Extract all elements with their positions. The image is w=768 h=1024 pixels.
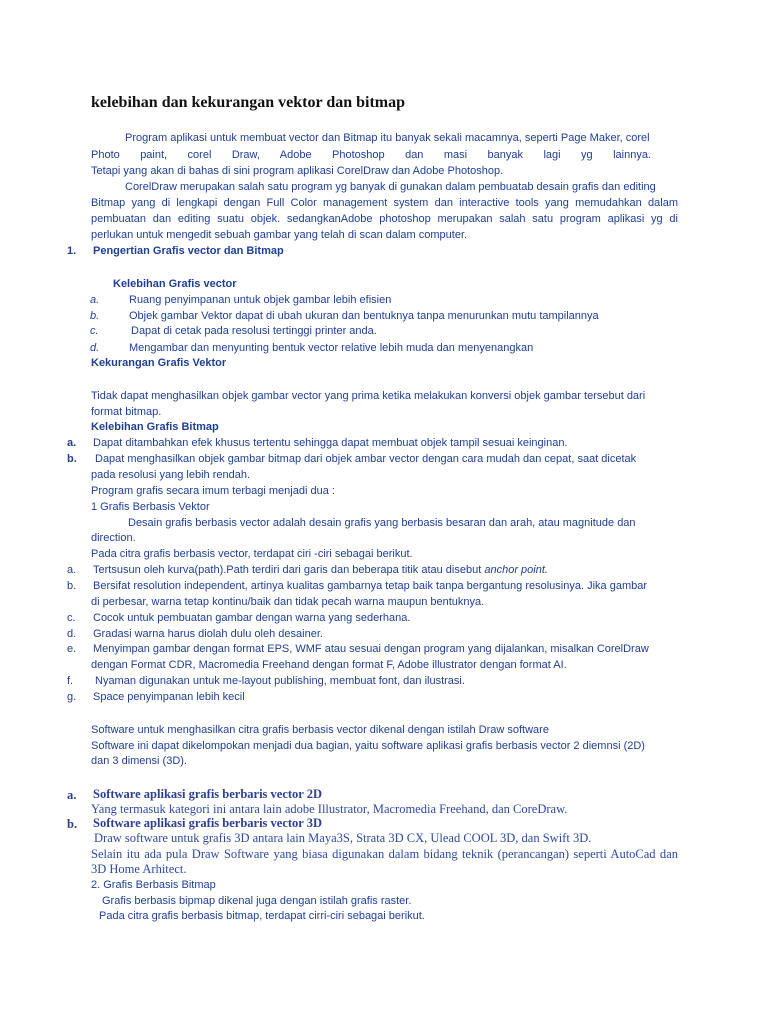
intro-p1-line2: Photo paint, corel Draw, Adobe Photoshop dan masi banyak lagi yg lainnya.: [91, 149, 651, 161]
vector-feature-item-cont: dengan Format CDR, Macromedia Freehand dengan format F, Adobe illustrator dengan format AI.: [91, 659, 567, 671]
vector-adv-item: Dapat di cetak pada resolusi tertinggi printer anda.: [131, 325, 377, 337]
vector-feature-item: Gradasi warna harus diolah dulu oleh desainer.: [93, 628, 323, 640]
software-3d-marker: b.: [67, 817, 78, 831]
software-line1: Software untuk menghasilkan citra grafis berbasis vector dikenal dengan istilah Draw software: [91, 724, 549, 736]
software-line3: dan 3 dimensi (3D).: [91, 755, 187, 767]
vector-desc-line3: Pada citra grafis berbasis vector, terdapat ciri -ciri sebagai berikut.: [91, 548, 413, 560]
software-line2: Software ini dapat dikelompokan menjadi dua bagian, yaitu software aplikasi grafis berbasis vector 2 diemnsi (2D): [91, 740, 645, 752]
intro-p2-line4: perlukan untuk mengedit sebuah gambar yang telah di scan dalam computer.: [91, 229, 468, 241]
section1-number: 1.: [67, 245, 77, 257]
bitmap-section-line2: Pada citra grafis berbasis bitmap, terdapat cirri-ciri sebagai berikut.: [99, 910, 425, 922]
vector-adv-item: Mengambar dan menyunting bentuk vector relative lebih muda dan menyenangkan: [129, 342, 534, 354]
vector-feature-item: Tertsusun oleh kurva(path).Path terdiri dari garis dan beberapa titik atau disebut anchor point.: [93, 564, 548, 576]
software-2d-desc: Yang termasuk kategori ini antara lain adobe Illustrator, Macromedia Freehand, dan CoreDraw.: [91, 802, 568, 816]
bitmap-adv-item: Dapat menghasilkan objek gambar bitmap dari objek ambar vector dengan cara mudah dan cepat, saat dicetak: [95, 453, 637, 465]
vector-feature-marker: d.: [67, 628, 77, 640]
bitmap-advantages-heading: Kelebihan Grafis Bitmap: [91, 421, 219, 433]
intro-p1-line3: Tetapi yang akan di bahas di sini program aplikasi CorelDraw dan Adobe Photoshop.: [91, 165, 504, 177]
vector-dis-line1: Tidak dapat menghasilkan objek gambar vector yang prima ketika melakukan konversi objek gambar tersebut dari: [91, 390, 646, 402]
vector-adv-item: Objek gambar Vektor dapat di ubah ukuran dan bentuknya tanpa menurunkan mutu tampilannya: [129, 310, 599, 322]
software-2d-heading: Software aplikasi grafis berbaris vector 2D: [93, 787, 323, 801]
vector-feature-item: Space penyimpanan lebih kecil: [93, 691, 245, 703]
bitmap-adv-item: Dapat ditambahkan efek khusus tertentu sehingga dapat membuat objek tampil sesuai keinginan.: [93, 437, 568, 449]
document-title: kelebihan dan kekurangan vektor dan bitmap: [91, 94, 406, 111]
vector-feature-item: Nyaman digunakan untuk me-layout publishing, membuat font, dan ilustrasi.: [95, 675, 465, 687]
vector-adv-marker: d.: [90, 342, 100, 354]
software-other-line2: 3D Home Arhitect.: [91, 862, 187, 876]
anchor-point-term: anchor point.: [484, 564, 548, 576]
vector-feature-item: Bersifat resolution independent, artinya kualitas gambarnya tetap baik tanpa bergantung resolusinya. Jika gambar: [93, 580, 648, 592]
vector-feature-item: Cocok untuk pembuatan gambar dengan warna yang sederhana.: [93, 612, 411, 624]
intro-p2-line2: Bitmap yang di lengkapi dengan Full Color management system dan interactive tools yang memudahkan dalam: [91, 197, 678, 209]
bitmap-section-line1: Grafis berbasis bipmap dikenal juga dengan istilah grafis raster.: [102, 895, 412, 907]
software-3d-desc: Draw software untuk grafis 3D antara lain Maya3S, Strata 3D CX, Ulead COOL 3D, dan Swift 3D.: [94, 831, 592, 845]
software-other-line1: Selain itu ada pula Draw Software yang biasa digunakan dalam bidang teknik (perancangan) seperti AutoCad dan: [91, 847, 678, 861]
classification-line1: Program grafis secara imum terbagi menjadi dua :: [91, 485, 335, 497]
vector-disadvantages-heading: Kekurangan Grafis Vektor: [91, 357, 227, 369]
intro-p2-line1: CorelDraw merupakan salah satu program yg banyak di gunakan dalam pembuatab desain grafis dan editing: [125, 181, 656, 193]
intro-p2-line3: pembuatan dan editing suatu objek. sedangkanAdobe photoshop merupakan salah satu program aplikasi yg di: [91, 213, 678, 225]
section1-heading: Pengertian Grafis vector dan Bitmap: [93, 245, 284, 257]
vector-adv-marker: b.: [90, 310, 100, 322]
classification-line2: 1 Grafis Berbasis Vektor: [91, 501, 210, 513]
vector-adv-marker: c.: [90, 325, 99, 337]
vector-feature-marker: e.: [67, 643, 77, 655]
vector-feature-marker: c.: [67, 612, 76, 624]
software-3d-heading: Software aplikasi grafis berbaris vector 3D: [93, 816, 323, 830]
bitmap-adv-marker: a.: [67, 437, 77, 449]
bitmap-adv-item-cont: pada resolusi yang lebih rendah.: [91, 469, 251, 481]
bitmap-adv-marker: b.: [67, 453, 77, 465]
vector-desc-line2: direction.: [91, 532, 136, 544]
intro-p1-line1: Program aplikasi untuk membuat vector dan Bitmap itu banyak sekali macamnya, seperti Page Maker, corel: [125, 132, 650, 144]
vector-feature-item-cont: di perbesar, warna tetap kontinu/baik dan tidak pecah warna maupun bentuknya.: [91, 596, 485, 608]
vector-feature-item: Menyimpan gambar dengan format EPS, WMF atau sesuai dengan program yang dijalankan, misalkan CorelDraw: [93, 643, 649, 655]
vector-dis-line2: format bitmap.: [91, 406, 162, 418]
software-2d-marker: a.: [67, 788, 77, 802]
vector-feature-marker: a.: [67, 564, 77, 576]
vector-feature-marker: f.: [67, 675, 74, 687]
vector-feature-marker: g.: [67, 691, 77, 703]
vector-adv-item: Ruang penyimpanan untuk objek gambar lebih efisien: [129, 294, 392, 306]
vector-feature-marker: b.: [67, 580, 77, 592]
vector-desc-line1: Desain grafis berbasis vector adalah desain grafis yang berbasis besaran dan arah, atau magnitude dan: [128, 517, 636, 529]
vector-adv-marker: a.: [90, 294, 100, 306]
vector-advantages-heading: Kelebihan Grafis vector: [113, 278, 237, 290]
bitmap-section-heading: 2. Grafis Berbasis Bitmap: [91, 879, 216, 891]
